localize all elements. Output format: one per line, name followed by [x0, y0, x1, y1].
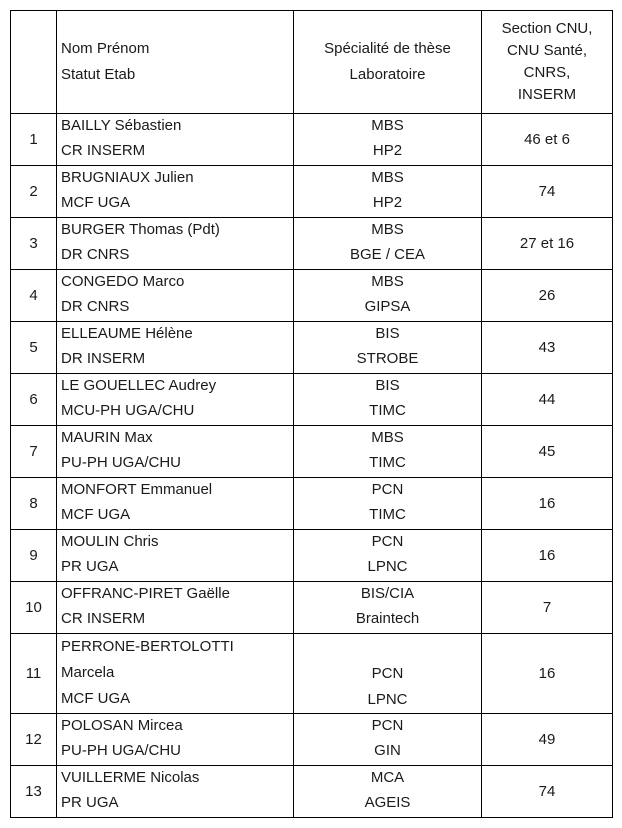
- member-spec-lab: [294, 582, 482, 634]
- table-row: [11, 270, 613, 322]
- member-lab: BGE / CEA: [349, 246, 426, 263]
- member-cnu-section: 43: [482, 322, 613, 374]
- member-status: MCF UGA: [61, 506, 131, 523]
- member-speciality: PCN: [371, 533, 404, 550]
- member-cnu-section: 27 et 16: [482, 218, 613, 270]
- member-name: PERRONE-BERTOLOTTI: [61, 638, 234, 655]
- member-lab: HP2: [372, 142, 403, 159]
- member-name: BURGER Thomas (Pdt): [61, 221, 220, 238]
- header-cnu-line: Section CNU,: [501, 20, 593, 37]
- member-status: MCU-PH UGA/CHU: [61, 402, 195, 419]
- member-cnu-section: 74: [482, 166, 613, 218]
- member-cnu-section: 46 et 6: [482, 114, 613, 166]
- row-number: 10: [11, 582, 57, 634]
- table-row: [11, 166, 613, 218]
- header-cnu-line: CNRS,: [523, 64, 571, 81]
- member-spec-lab: [294, 634, 482, 714]
- member-name-status: [57, 766, 294, 818]
- member-lab: STROBE: [356, 350, 419, 367]
- member-name-status: [57, 714, 294, 766]
- member-name: MOULIN Chris: [61, 533, 159, 550]
- member-name: OFFRANC-PIRET Gaëlle: [61, 585, 230, 602]
- member-status: MCF UGA: [61, 690, 131, 707]
- member-spec-lab: [294, 714, 482, 766]
- row-number: 7: [11, 426, 57, 478]
- member-cnu-section: 44: [482, 374, 613, 426]
- member-speciality: MCA: [370, 769, 405, 786]
- header-speciality-label: Spécialité de thèse: [324, 40, 451, 57]
- member-name: ELLEAUME Hélène: [61, 325, 193, 342]
- member-name: POLOSAN Mircea: [61, 717, 183, 734]
- member-name-status: [57, 114, 294, 166]
- member-lab: TIMC: [369, 454, 406, 471]
- member-speciality: BIS: [375, 377, 400, 394]
- header-speciality-lab: [294, 11, 482, 114]
- member-status: PR UGA: [61, 558, 119, 575]
- row-number: 3: [11, 218, 57, 270]
- member-speciality: MBS: [371, 273, 404, 290]
- table-row: [11, 714, 613, 766]
- member-lab: LPNC: [367, 691, 408, 708]
- member-speciality: MBS: [371, 169, 404, 186]
- member-status: DR CNRS: [61, 298, 130, 315]
- table-row: [11, 114, 613, 166]
- table-row: [11, 218, 613, 270]
- member-status: DR CNRS: [61, 246, 130, 263]
- header-number-cell: [11, 11, 57, 114]
- table-header-row: [11, 11, 613, 114]
- member-spec-lab: [294, 218, 482, 270]
- member-name-continued: Marcela: [61, 664, 115, 681]
- header-status-label: Statut Etab: [61, 66, 136, 83]
- member-name: CONGEDO Marco: [61, 273, 185, 290]
- member-lab: GIPSA: [364, 298, 411, 315]
- table-row: [11, 530, 613, 582]
- table-row: [11, 322, 613, 374]
- member-speciality: PCN: [371, 665, 404, 682]
- member-cnu-section: 7: [482, 582, 613, 634]
- member-spec-lab: [294, 426, 482, 478]
- header-name-label: Nom Prénom: [61, 40, 150, 57]
- row-number: 6: [11, 374, 57, 426]
- member-name-status: [57, 582, 294, 634]
- member-name-status: [57, 166, 294, 218]
- table-row: [11, 634, 613, 714]
- row-number: 2: [11, 166, 57, 218]
- member-status: DR INSERM: [61, 350, 146, 367]
- member-speciality: BIS/CIA: [360, 585, 415, 602]
- row-number: 13: [11, 766, 57, 818]
- member-status: PU-PH UGA/CHU: [61, 454, 182, 471]
- member-lab: AGEIS: [364, 794, 411, 811]
- member-name-status: [57, 322, 294, 374]
- header-lab-label: Laboratoire: [349, 66, 426, 83]
- member-name-status: [57, 270, 294, 322]
- header-cnu-line: INSERM: [517, 86, 577, 103]
- member-cnu-section: 16: [482, 634, 613, 714]
- header-cnu-line: CNU Santé,: [506, 42, 588, 59]
- member-lab: LPNC: [367, 558, 408, 575]
- member-lab: TIMC: [369, 402, 406, 419]
- row-number: 12: [11, 714, 57, 766]
- row-number: 5: [11, 322, 57, 374]
- member-cnu-section: 16: [482, 478, 613, 530]
- member-spec-lab: [294, 322, 482, 374]
- member-lab: TIMC: [369, 506, 406, 523]
- table-row: [11, 582, 613, 634]
- member-spec-lab: [294, 114, 482, 166]
- member-status: PU-PH UGA/CHU: [61, 742, 182, 759]
- member-speciality: MBS: [371, 429, 404, 446]
- member-spec-lab: [294, 766, 482, 818]
- member-name: BAILLY Sébastien: [61, 117, 182, 134]
- member-lab: Braintech: [355, 610, 420, 627]
- row-number: 4: [11, 270, 57, 322]
- table-row: [11, 478, 613, 530]
- table-row: [11, 426, 613, 478]
- row-number: 9: [11, 530, 57, 582]
- member-name-status: [57, 426, 294, 478]
- member-name-status: [57, 478, 294, 530]
- header-name-status: [57, 11, 294, 114]
- member-status: CR INSERM: [61, 142, 146, 159]
- member-speciality: PCN: [371, 717, 404, 734]
- row-number: 8: [11, 478, 57, 530]
- table-row: [11, 374, 613, 426]
- member-cnu-section: 26: [482, 270, 613, 322]
- member-cnu-section: 16: [482, 530, 613, 582]
- member-spec-lab: [294, 478, 482, 530]
- row-number: 1: [11, 114, 57, 166]
- member-name: MONFORT Emmanuel: [61, 481, 213, 498]
- member-name-status: [57, 530, 294, 582]
- member-spec-lab: [294, 166, 482, 218]
- member-name-status: [57, 374, 294, 426]
- member-spec-lab: [294, 270, 482, 322]
- member-spec-lab: [294, 530, 482, 582]
- member-cnu-section: 49: [482, 714, 613, 766]
- header-cnu-section: [482, 11, 613, 114]
- member-name-status: [57, 218, 294, 270]
- member-name: LE GOUELLEC Audrey: [61, 377, 217, 394]
- member-cnu-section: 74: [482, 766, 613, 818]
- member-speciality: BIS: [375, 325, 400, 342]
- member-lab: HP2: [372, 194, 403, 211]
- member-cnu-section: 45: [482, 426, 613, 478]
- row-number: 11: [11, 634, 57, 714]
- member-status: CR INSERM: [61, 610, 146, 627]
- member-name-status: [57, 634, 294, 714]
- member-spec-lab: [294, 374, 482, 426]
- member-speciality: MBS: [371, 117, 404, 134]
- member-name: MAURIN Max: [61, 429, 153, 446]
- member-speciality: PCN: [371, 481, 404, 498]
- member-name: VUILLERME Nicolas: [61, 769, 200, 786]
- member-lab: GIN: [374, 742, 401, 759]
- member-status: MCF UGA: [61, 194, 131, 211]
- member-status: PR UGA: [61, 794, 119, 811]
- member-speciality: MBS: [371, 221, 404, 238]
- table-row: [11, 766, 613, 818]
- member-name: BRUGNIAUX Julien: [61, 169, 194, 186]
- jury-members-table: [10, 10, 613, 818]
